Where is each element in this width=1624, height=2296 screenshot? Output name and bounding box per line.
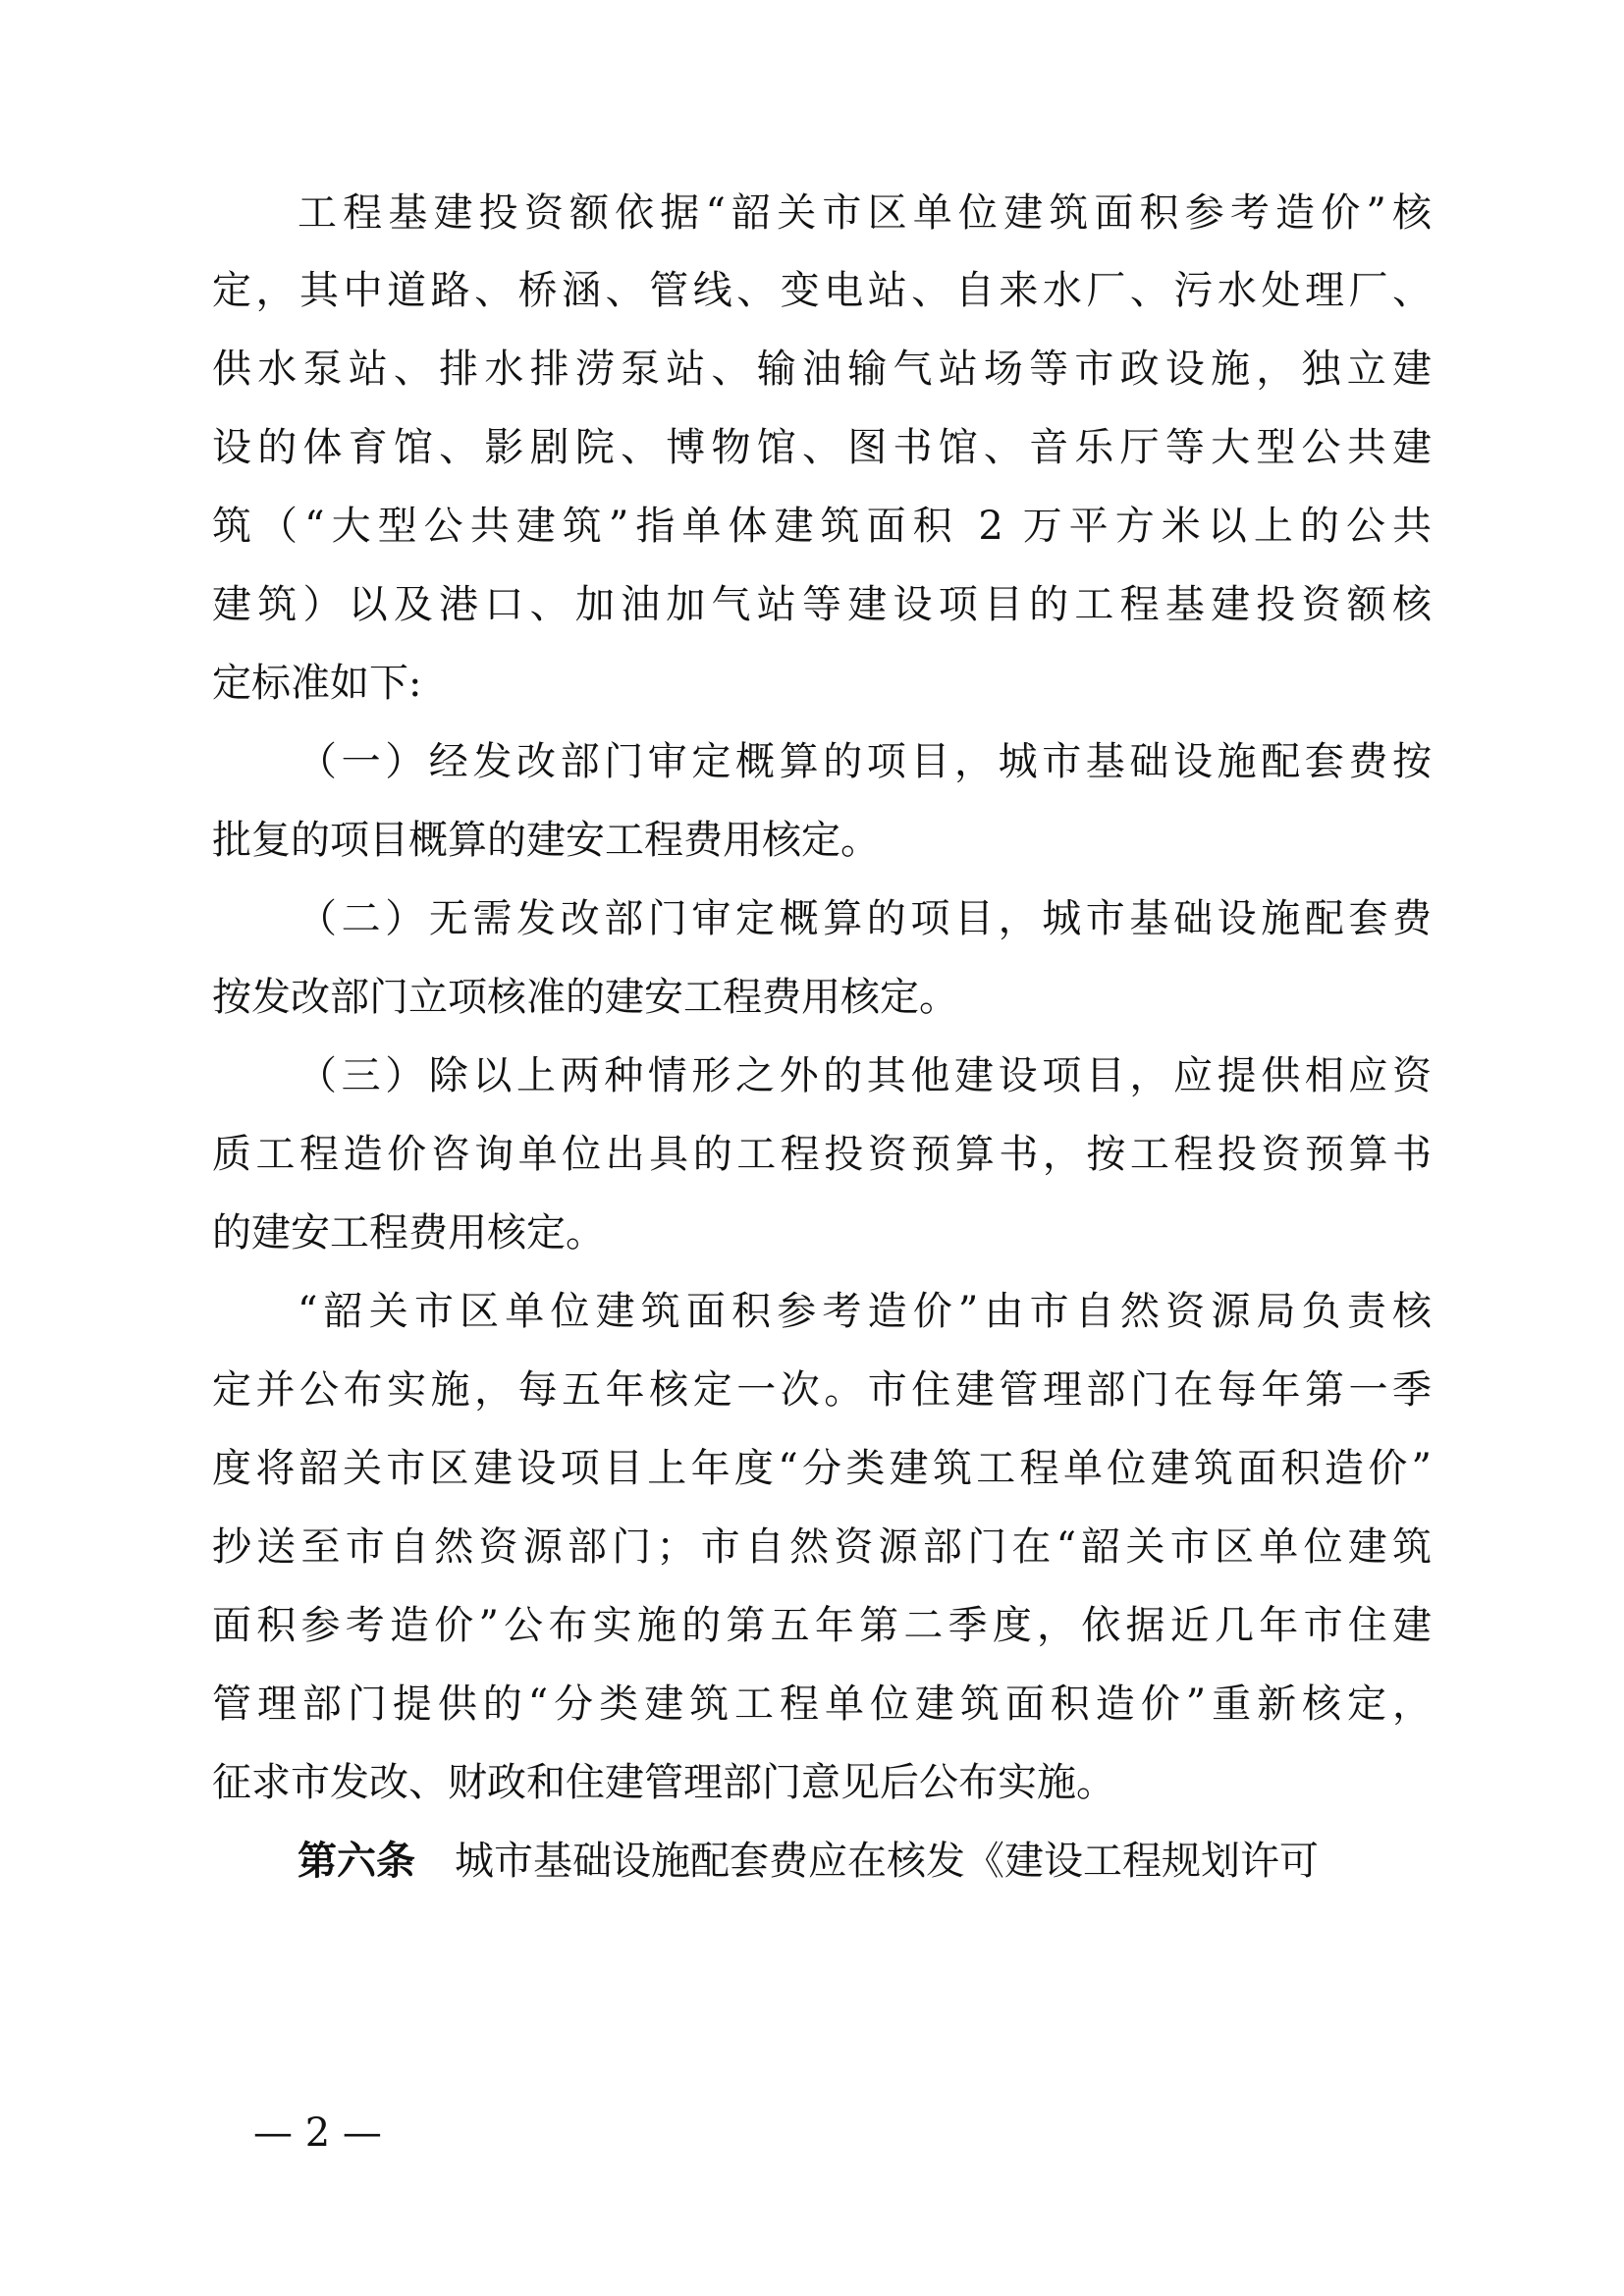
paragraph-line: 征求市发改、财政和住建管理部门意见后公布实施。 bbox=[212, 1760, 1115, 1805]
list-item-3-line: 的建安工程费用核定。 bbox=[212, 1210, 605, 1255]
list-item-3-line: 质工程造价咨询单位出具的工程投资预算书，按工程投资预算书 bbox=[212, 1132, 1432, 1177]
page-number: — 2 — bbox=[253, 2110, 382, 2156]
list-item-1-line: 批复的项目概算的建安工程费用核定。 bbox=[212, 818, 880, 863]
paragraph-line: 定，其中道路、桥涵、管线、变电站、自来水厂、污水处理厂、 bbox=[212, 268, 1432, 313]
list-item-3-line: （三）除以上两种情形之外的其他建设项目，应提供相应资 bbox=[298, 1053, 1432, 1098]
paragraph-line: 抄送至市自然资源部门；市自然资源部门在“韶关市区单位建筑 bbox=[212, 1524, 1432, 1570]
paragraph-line: 定标准如下: bbox=[212, 661, 422, 706]
list-item-2-line: 按发改部门立项核准的建安工程费用核定。 bbox=[212, 975, 958, 1020]
article-6-line bbox=[298, 1834, 1432, 1889]
paragraph-line: 供水泵站、排水排涝泵站、输油输气站场等市政设施，独立建 bbox=[212, 347, 1432, 392]
paragraph-line: 度将韶关市区建设项目上年度“分类建筑工程单位建筑面积造价” bbox=[212, 1446, 1432, 1491]
paragraph-line: 定并公布实施，每五年核定一次。市住建管理部门在每年第一季 bbox=[212, 1367, 1432, 1413]
paragraph-line: 筑（“大型公共建筑”指单体建筑面积 2 万平方米以上的公共 bbox=[212, 504, 1432, 549]
paragraph-line: 管理部门提供的“分类建筑工程单位建筑面积造价”重新核定， bbox=[212, 1682, 1432, 1727]
list-item-1-line: （一）经发改部门审定概算的项目，城市基础设施配套费按 bbox=[298, 739, 1432, 784]
list-item-2-line: （二）无需发改部门审定概算的项目，城市基础设施配套费 bbox=[298, 896, 1432, 941]
article-6-text: 城市基础设施配套费应在核发《建设工程规划许可 bbox=[455, 1839, 1319, 1884]
paragraph-line: 工程基建投资额依据“韶关市区单位建筑面积参考造价”核 bbox=[298, 190, 1432, 236]
paragraph-line: 设的体育馆、影剧院、博物馆、图书馆、音乐厅等大型公共建 bbox=[212, 425, 1432, 470]
article-6-label: 第六条 bbox=[298, 1839, 415, 1884]
paragraph-line: 面积参考造价”公布实施的第五年第二季度，依据近几年市住建 bbox=[212, 1603, 1432, 1648]
paragraph-line: 建筑）以及港口、加油加气站等建设项目的工程基建投资额核 bbox=[212, 582, 1432, 627]
paragraph-line: “韶关市区单位建筑面积参考造价”由市自然资源局负责核 bbox=[298, 1289, 1432, 1334]
